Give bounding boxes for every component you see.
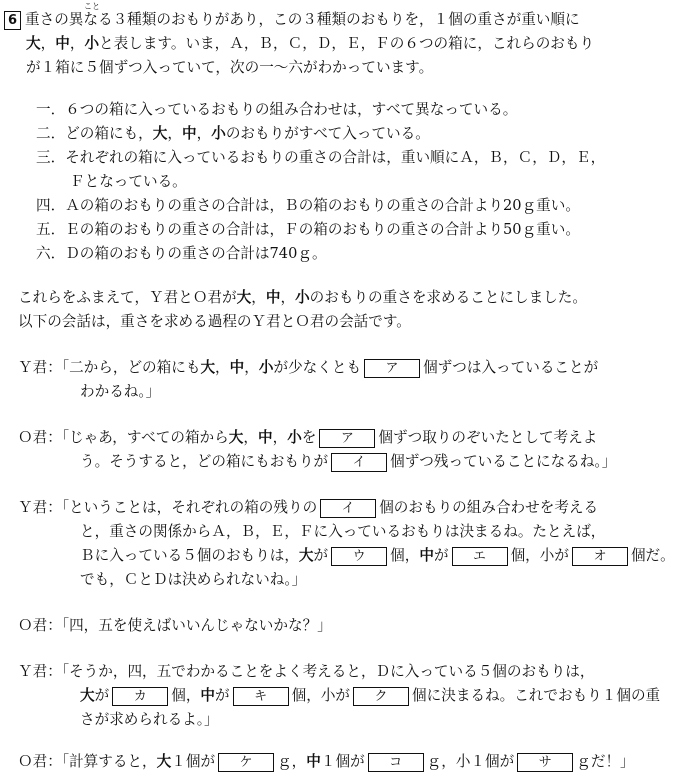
speaker-y: Ｙ君： — [18, 499, 62, 516]
dialogue-o1-line-2: う。そうすると，どの箱にもおもりが イ 個ずつ残っていることになるね。」 — [80, 453, 617, 470]
condition-2: 二．どの箱にも，大，中，小のおもりがすべて入っている。 — [36, 125, 430, 142]
dialogue-y1-line-1: Ｙ君：「二から，どの箱にも大，中，小が少なくとも ア 個ずつは入っていることが — [18, 359, 599, 376]
transition-line-1: これらをふまえて，Ｙ君とＯ君が大，中，小のおもりの重さを求めることにしました。 — [18, 289, 587, 306]
answer-box-ka: カ — [112, 687, 168, 706]
condition-1: 一．６つの箱に入っているおもりの組み合わせは，すべて異なっている。 — [36, 101, 518, 118]
answer-box-a: ア — [319, 429, 375, 448]
dialogue-y2-line-3: Ｂに入っている５個のおもりは，大が ウ 個，中が エ 個，小が オ 個だ。 — [80, 547, 675, 564]
speaker-o: Ｏ君： — [18, 753, 62, 770]
answer-box-ki: キ — [233, 687, 289, 706]
answer-box-o: オ — [572, 547, 628, 566]
dialogue-o3: Ｏ君：「計算すると，大１個が ケ ｇ，中１個が コ ｇ，小１個が サ ｇだ！」 — [18, 753, 635, 770]
dialogue-o2: Ｏ君：「四，五を使えばいいんじゃないかな？」 — [18, 617, 332, 634]
dialogue-y1-line-2: わかるね。」 — [80, 383, 161, 400]
dialogue-o1-line-1: Ｏ君：「じゃあ，すべての箱から大，中，小を ア 個ずつ取りのぞいたとして考えよ — [18, 429, 598, 446]
answer-box-a: ア — [364, 359, 420, 378]
speaker-o: Ｏ君： — [18, 617, 62, 634]
condition-3-line-2: Ｆとなっている。 — [70, 173, 187, 190]
speaker-y: Ｙ君： — [18, 663, 62, 680]
intro-line-2: 大，中，小と表します。いま，Ａ，Ｂ，Ｃ，Ｄ，Ｅ，Ｆの６つの箱に，これらのおもり — [26, 35, 595, 52]
dialogue-y3-line-2: 大が カ 個，中が キ 個，小が ク 個に決まるね。これでおもり１個の重 — [80, 687, 661, 704]
dialogue-y2-line-1: Ｙ君：「ということは，それぞれの箱の残りの イ 個のおもりの組み合わせを考える — [18, 499, 599, 516]
intro-line-3: が１箱に５個ずつ入っていて，次の一～六がわかっています。 — [26, 59, 434, 76]
condition-4: 四．Ａの箱のおもりの重さの合計は，Ｂの箱のおもりの重さの合計より20ｇ重い。 — [36, 197, 580, 214]
transition-line-2: 以下の会話は，重さを求める過程のＹ君とＯ君の会話です。 — [18, 313, 411, 330]
answer-box-sa: サ — [517, 753, 573, 772]
condition-3-line-1: 三．それぞれの箱に入っているおもりの重さの合計は，重い順にＡ，Ｂ，Ｃ，Ｄ，Ｅ， — [36, 149, 606, 166]
answer-box-e: エ — [452, 547, 508, 566]
answer-box-ke: ケ — [218, 753, 274, 772]
dialogue-y3-line-3: さが求められるよ。」 — [80, 711, 219, 728]
condition-6: 六．Ｄの箱のおもりの重さの合計は740ｇ。 — [36, 245, 327, 262]
condition-5: 五．Ｅの箱のおもりの重さの合計は，Ｆの箱のおもりの重さの合計より50ｇ重い。 — [36, 221, 580, 238]
answer-box-ko: コ — [368, 753, 424, 772]
answer-box-u: ウ — [331, 547, 387, 566]
speaker-o: Ｏ君： — [18, 429, 62, 446]
intro-line-1: 6 重さの異なる３種類のおもりがあり，この３種類のおもりを，１個の重さが重い順に — [4, 10, 580, 30]
dialogue-y3-line-1: Ｙ君：「そうか，四，五でわかることをよく考えると，Ｄに入っている５個のおもりは， — [18, 663, 595, 680]
ruby-annotation: こと — [84, 2, 100, 11]
dialogue-y2-line-4: でも，ＣとＤは決められないね。」 — [80, 571, 307, 588]
speaker-y: Ｙ君： — [18, 359, 62, 376]
question-number: 6 — [4, 11, 21, 30]
answer-box-i: イ — [331, 453, 387, 472]
answer-box-ku: ク — [353, 687, 409, 706]
dialogue-y2-line-2: と，重さの関係からＡ，Ｂ，Ｅ，Ｆに入っているおもりは決まるね。たとえば， — [80, 523, 606, 540]
answer-box-i: イ — [320, 499, 376, 518]
